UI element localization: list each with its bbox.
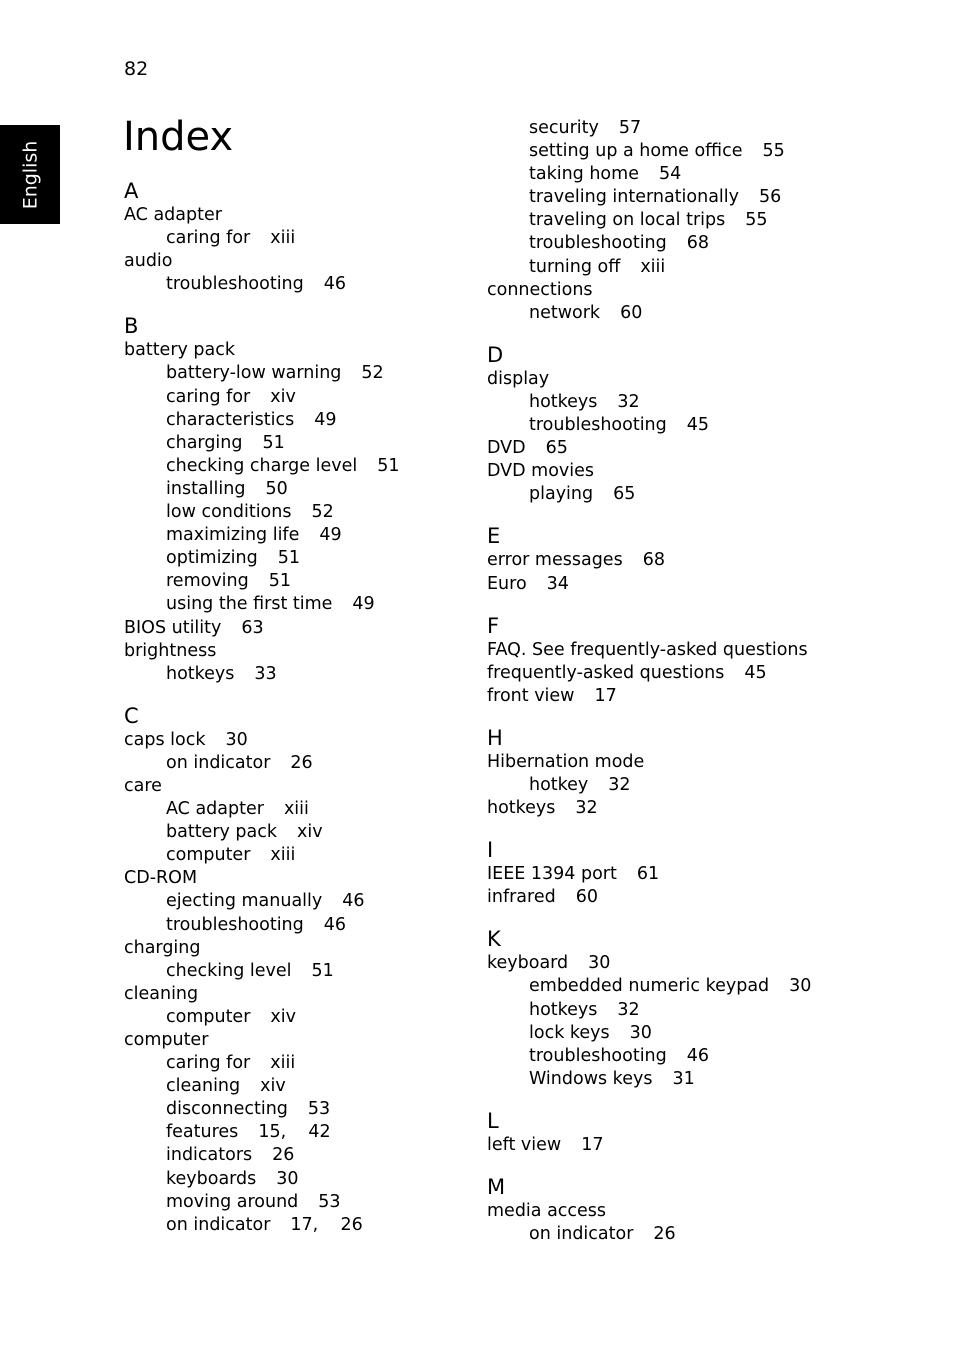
entry-pages: 26 [272, 1145, 295, 1166]
index-subentry [124, 409, 484, 432]
entry-term: caps lock [124, 729, 206, 750]
entry-term: traveling internationally [529, 187, 739, 208]
entry-pages: 51 [311, 960, 334, 981]
entry-pages: 32 [608, 774, 631, 795]
entry-term: caring for [166, 1053, 251, 1074]
entry-pages: 30 [588, 953, 611, 974]
entry-pages: 46 [323, 274, 347, 295]
entry-term: hotkeys [487, 798, 556, 819]
entry-pages: xiii [270, 845, 296, 866]
entry-pages: xiv [270, 386, 296, 407]
entry-term: disconnecting [166, 1099, 288, 1120]
entry-term: Hibernation mode [487, 751, 645, 772]
entry-term: battery pack [124, 340, 236, 361]
index-entry [487, 952, 847, 975]
entry-pages: xiii [270, 1053, 296, 1074]
entry-pages: 45 [686, 415, 710, 436]
entry-pages: 51 [277, 548, 300, 569]
entry-pages: 63 [241, 617, 264, 638]
entry-term: playing [529, 484, 594, 505]
index-column-right [487, 117, 847, 1246]
index-section [487, 523, 847, 595]
page-title: Index [123, 114, 234, 160]
index-subentry [124, 1168, 484, 1191]
entry-pages: 51 [377, 455, 400, 476]
entry-pages: 49 [319, 525, 342, 546]
index-subentry [487, 232, 847, 255]
entry-term: checking charge level [166, 455, 358, 476]
entry-term: display [487, 368, 550, 389]
entry-term: charging [124, 937, 201, 958]
entry-pages: 53 [318, 1191, 341, 1212]
index-section [487, 613, 847, 708]
section-letter: K [487, 927, 501, 952]
index-subentry [487, 391, 847, 414]
index-section [487, 1108, 847, 1157]
entry-pages: xiv [260, 1076, 286, 1097]
entry-pages: 26 [653, 1224, 676, 1245]
language-side-tab [0, 125, 60, 224]
index-subentry [124, 227, 484, 250]
entry-term: AC adapter [166, 799, 264, 820]
index-entry [124, 867, 484, 890]
index-subentry [487, 256, 847, 279]
entry-pages: 17 [594, 685, 617, 706]
index-subentry [124, 524, 484, 547]
index-subentry [124, 1121, 484, 1144]
entry-term: Windows keys [529, 1068, 653, 1089]
entry-term: computer [166, 1006, 251, 1027]
index-entry [487, 662, 847, 685]
entry-term: indicators [166, 1145, 253, 1166]
index-subentry [487, 999, 847, 1022]
index-subentry [124, 1006, 484, 1029]
entry-term: removing [166, 571, 249, 592]
section-letter: I [487, 838, 494, 863]
entry-pages: 68 [642, 550, 665, 571]
index-subentry [124, 914, 484, 937]
index-entry [124, 937, 484, 960]
entry-term: AC adapter [124, 205, 222, 225]
entry-term: troubleshooting [529, 415, 667, 436]
entry-term: brightness [124, 640, 217, 661]
section-letter: L [487, 1108, 499, 1133]
index-subentry [124, 455, 484, 478]
entry-term: cleaning [166, 1076, 241, 1097]
entry-pages: 55 [762, 141, 785, 162]
entry-term: security [529, 118, 599, 138]
index-entry [487, 685, 847, 708]
entry-pages: 56 [759, 187, 782, 208]
index-subentry [487, 483, 847, 506]
entry-term: keyboard [487, 953, 569, 974]
index-entry [124, 640, 484, 663]
entry-pages: xiii [270, 228, 296, 249]
section-letter: D [487, 342, 504, 367]
index-section [487, 1174, 847, 1246]
entry-term: CD-ROM [124, 868, 198, 889]
entry-term: media access [487, 1201, 607, 1221]
index-subentry [487, 302, 847, 325]
entry-term: DVD [487, 438, 526, 459]
section-letter: M [487, 1175, 506, 1199]
entry-term: on indicator [166, 752, 271, 773]
entry-term: embedded numeric keypad [529, 976, 770, 997]
section-letter: E [487, 524, 501, 549]
entry-term: battery-low warning [166, 363, 342, 384]
entry-pages: xiv [270, 1006, 296, 1027]
entry-term: traveling on local trips [529, 210, 726, 231]
index-entry [124, 983, 484, 1006]
index-subentry [124, 547, 484, 570]
index-subentry [124, 478, 484, 501]
entry-term: moving around [166, 1191, 299, 1212]
index-entry [124, 339, 484, 362]
entry-pages: 17 [581, 1134, 604, 1155]
index-subentry [487, 209, 847, 232]
entry-pages: 55 [745, 210, 768, 231]
index-subentry [124, 593, 484, 616]
entry-pages: 31 [672, 1068, 695, 1089]
index-subentry [124, 1052, 484, 1075]
entry-term: cleaning [124, 983, 199, 1004]
entry-term: caring for [166, 386, 251, 407]
index-entry [487, 460, 847, 483]
index-subentry [124, 1075, 484, 1098]
entry-term: Euro [487, 573, 527, 594]
index-subentry [487, 414, 847, 437]
index-entry [487, 368, 847, 391]
index-subentry [124, 1214, 484, 1237]
entry-term: network [529, 302, 601, 323]
index-subentry [124, 1191, 484, 1214]
entry-term: computer [166, 845, 251, 866]
entry-pages: 32 [617, 391, 640, 412]
index-column-left [124, 178, 484, 1237]
entry-term: DVD movies [487, 461, 595, 482]
entry-pages: 65 [613, 484, 636, 505]
index-entry [124, 729, 484, 752]
index-subentry [124, 273, 484, 296]
index-entry [487, 797, 847, 820]
index-entry [487, 863, 847, 886]
entry-pages: 30 [276, 1168, 299, 1189]
entry-term: lock keys [529, 1022, 610, 1043]
index-subentry [124, 432, 484, 455]
entry-term: installing [166, 478, 246, 499]
index-section [487, 926, 847, 1091]
entry-pages: 60 [575, 887, 598, 908]
entry-term: FAQ. See frequently-asked questions [487, 639, 808, 660]
entry-term: maximizing life [166, 525, 300, 546]
entry-term: on indicator [166, 1214, 271, 1235]
entry-pages: 46 [342, 891, 365, 912]
entry-term: taking home [529, 164, 639, 185]
entry-pages: xiii [640, 256, 666, 277]
entry-term: characteristics [166, 409, 295, 430]
entry-term: computer [124, 1030, 209, 1050]
entry-term: battery pack [166, 822, 278, 843]
entry-term: features [166, 1122, 239, 1143]
index-section [487, 725, 847, 820]
entry-pages: 46 [686, 1045, 710, 1066]
section-letter: C [124, 703, 139, 728]
entry-pages: xiv [297, 822, 323, 843]
index-entry [124, 250, 484, 273]
index-entry [487, 437, 847, 460]
index-subentry [487, 1068, 847, 1091]
entry-pages: 49 [314, 409, 337, 430]
index-subentry [487, 774, 847, 797]
entry-term: charging [166, 432, 243, 453]
entry-pages: 15, 42 [258, 1122, 331, 1143]
entry-pages: 32 [617, 999, 640, 1020]
entry-term: IEEE 1394 port [487, 864, 617, 885]
entry-term: front view [487, 685, 575, 706]
index-entry [124, 617, 484, 640]
index-section [124, 313, 484, 685]
index-entry [124, 204, 484, 227]
index-entry [487, 279, 847, 302]
index-subentry [124, 1098, 484, 1121]
entry-pages: 53 [307, 1099, 331, 1120]
entry-pages: 30 [789, 976, 812, 997]
index-section [124, 703, 484, 1237]
index-subentry [124, 663, 484, 686]
entry-pages: 51 [268, 571, 292, 592]
entry-term: checking level [166, 960, 292, 981]
entry-term: audio [124, 251, 173, 272]
entry-term: connections [487, 279, 593, 300]
index-entry [487, 751, 847, 774]
entry-term: care [124, 775, 162, 796]
entry-pages: 52 [311, 502, 334, 523]
index-subentry [124, 570, 484, 593]
index-subentry [487, 975, 847, 998]
entry-pages: 60 [620, 302, 643, 323]
section-letter: H [487, 725, 503, 750]
entry-term: using the first time [166, 594, 333, 615]
entry-term: setting up a home office [529, 141, 743, 162]
entry-pages: 52 [361, 363, 384, 384]
entry-term: troubleshooting [529, 1045, 667, 1066]
index-entry [487, 549, 847, 572]
entry-term: troubleshooting [166, 274, 304, 295]
index-subentry [124, 960, 484, 983]
entry-pages: 32 [575, 798, 598, 819]
entry-pages: 45 [744, 662, 767, 683]
index-entry [487, 1200, 847, 1223]
entry-pages: 51 [262, 432, 285, 453]
entry-term: hotkeys [529, 999, 598, 1020]
entry-term: keyboards [166, 1168, 257, 1189]
entry-term: low conditions [166, 502, 292, 523]
entry-pages: 17, 26 [290, 1214, 363, 1235]
entry-pages: 65 [545, 438, 568, 459]
entry-pages: 30 [225, 729, 248, 750]
entry-term: infrared [487, 887, 556, 908]
entry-term: error messages [487, 550, 623, 571]
index-entry [487, 1134, 847, 1157]
entry-term: BIOS utility [124, 617, 222, 638]
entry-term: hotkey [529, 774, 589, 795]
index-entry [124, 775, 484, 798]
entry-pages: 26 [290, 752, 313, 773]
index-subentry [124, 798, 484, 821]
entry-pages: 46 [323, 914, 347, 935]
entry-term: troubleshooting [529, 233, 667, 254]
index-subentry [487, 140, 847, 163]
index-subentry [487, 163, 847, 186]
entry-term: frequently-asked questions [487, 662, 725, 683]
index-section [487, 837, 847, 909]
entry-pages: 34 [546, 573, 569, 594]
index-subentry [124, 752, 484, 775]
index-subentry [487, 1045, 847, 1068]
entry-pages: 68 [686, 233, 710, 254]
index-subentry [124, 362, 484, 385]
entry-term: hotkeys [166, 663, 235, 684]
index-subentry [124, 821, 484, 844]
language-side-tab-label: English [19, 140, 42, 209]
entry-pages: 57 [618, 118, 642, 138]
index-subentry [487, 117, 847, 140]
entry-term: optimizing [166, 548, 258, 569]
entry-term: turning off [529, 256, 621, 277]
index-subentry [124, 1144, 484, 1167]
index-section [487, 342, 847, 507]
index-subentry [487, 186, 847, 209]
index-entry [487, 573, 847, 596]
entry-pages: 33 [254, 663, 277, 684]
page-number: 82 [124, 58, 149, 80]
entry-term: on indicator [529, 1224, 634, 1245]
entry-pages: xiii [283, 799, 309, 820]
entry-pages: 30 [629, 1022, 652, 1043]
index-subentry [487, 1022, 847, 1045]
index-section [124, 178, 484, 296]
index-entry [487, 639, 847, 662]
entry-term: ejecting manually [166, 891, 323, 912]
section-letter: A [124, 179, 139, 203]
entry-pages: 49 [352, 594, 375, 615]
index-entry [124, 1029, 484, 1052]
entry-term: caring for [166, 228, 251, 249]
entry-pages: 61 [636, 864, 660, 885]
entry-term: troubleshooting [166, 914, 304, 935]
entry-term: left view [487, 1134, 562, 1155]
index-subentry [124, 890, 484, 913]
section-letter: B [124, 314, 139, 339]
index-entry [487, 886, 847, 909]
index-subentry [124, 844, 484, 867]
index-subentry [487, 1223, 847, 1246]
index-subentry [124, 501, 484, 524]
index-subentry [124, 386, 484, 409]
index-section [487, 117, 847, 325]
entry-pages: 54 [658, 164, 682, 185]
section-letter: F [487, 613, 500, 638]
entry-pages: 50 [265, 478, 288, 499]
entry-term: hotkeys [529, 391, 598, 412]
